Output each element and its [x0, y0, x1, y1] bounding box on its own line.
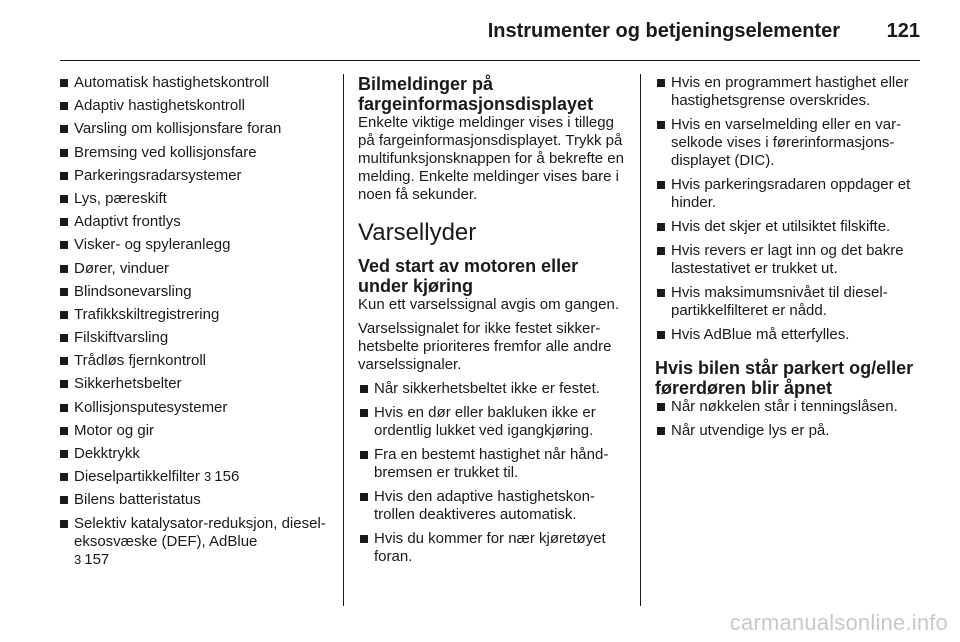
list-item: Visker- og spyleranlegg	[60, 236, 336, 254]
list-item: Hvis den adaptive hastighetskontrollen deaktiveres automatisk.	[358, 488, 630, 524]
condition-list-parked	[655, 398, 923, 440]
bullet-icon	[60, 241, 68, 249]
list-item: Lys, pæreskift	[60, 190, 336, 208]
list-item: Hvis parkeringsradaren oppdager et hinder.	[655, 176, 923, 212]
paragraph: Kun ett varselssignal avgis om gangen.	[358, 296, 619, 313]
list-item: Når nøkkelen står i tenningslåsen.	[655, 398, 923, 416]
bullet-icon	[60, 311, 68, 319]
bullet-icon	[60, 357, 68, 365]
bullet-icon	[360, 409, 368, 417]
bullet-icon	[60, 125, 68, 133]
bullet-icon	[657, 331, 665, 339]
subsection-heading-driving: Ved start av motoren eller under kjøring	[358, 256, 579, 296]
page-ref-arrow-icon: 3	[74, 551, 82, 567]
column-divider-2	[640, 74, 641, 606]
bullet-icon	[60, 79, 68, 87]
bullet-icon	[657, 289, 665, 297]
bullet-icon	[60, 172, 68, 180]
list-item: Bremsing ved kollisjonsfare	[60, 144, 336, 162]
list-item: Hvis en dør eller bakluken ikke er ordentlig lukket ved igangkjøring.	[358, 404, 630, 440]
bullet-icon	[360, 535, 368, 543]
column-3	[655, 74, 923, 446]
list-item: Bilens batteristatus	[60, 491, 336, 509]
bullet-icon	[60, 102, 68, 110]
bullet-icon	[60, 380, 68, 388]
list-item: Hvis maksimumsnivået til dieselpartikkelfilteret er nådd.	[655, 284, 923, 320]
list-item: Dekktrykk	[60, 445, 336, 463]
bullet-icon	[360, 385, 368, 393]
bullet-icon	[657, 403, 665, 411]
list-item: Kollisjonsputesystemer	[60, 399, 336, 417]
bullet-icon	[657, 121, 665, 129]
page-ref-link[interactable]: 157	[84, 550, 110, 568]
condition-list	[655, 74, 923, 344]
condition-list	[358, 380, 630, 566]
list-item: Adaptiv hastighetskontroll	[60, 97, 336, 115]
bullet-icon	[657, 427, 665, 435]
bullet-icon	[60, 218, 68, 226]
section-heading-messages: Bilmeldinger på fargeinformasjonsdisplayet	[358, 74, 594, 114]
bullet-icon	[360, 451, 368, 459]
bullet-icon	[60, 473, 68, 481]
bullet-icon	[657, 79, 665, 87]
list-item: Hvis revers er lagt inn og det bakre lastestativet er trukket ut.	[655, 242, 923, 278]
list-item: Motor og gir	[60, 422, 336, 440]
list-item: Hvis du kommer for nær kjøretøyet foran.	[358, 530, 630, 566]
bullet-icon	[60, 288, 68, 296]
bullet-icon	[657, 181, 665, 189]
list-item: Når sikkerhetsbeltet ikke er festet.	[358, 380, 630, 398]
bullet-icon	[60, 496, 68, 504]
list-item: Varsling om kollisjonsfare foran	[60, 120, 336, 138]
list-item: Filskiftvarsling	[60, 329, 336, 347]
list-item-diesel-filter: Dieselpartikkelfilter 3 156	[60, 468, 336, 486]
bullet-icon	[60, 520, 68, 528]
feature-list	[60, 74, 336, 569]
column-divider-1	[343, 74, 344, 606]
list-item: Hvis AdBlue må etterfylles.	[655, 326, 923, 344]
list-item: Fra en bestemt hastighet når håndbremsen er trukket til.	[358, 446, 630, 482]
bullet-icon	[60, 149, 68, 157]
page-ref-link[interactable]: 156	[214, 468, 240, 486]
page-ref-arrow-icon: 3	[204, 469, 212, 485]
bullet-icon	[60, 334, 68, 342]
bullet-icon	[657, 223, 665, 231]
bullet-icon	[60, 427, 68, 435]
bullet-icon	[657, 247, 665, 255]
list-item: Hvis en varselmelding eller en varselkode vises i førerinformasjonsdisplayet (DIC).	[655, 116, 923, 170]
list-item: Trafikkskiltregistrering	[60, 306, 336, 324]
list-item: Parkeringsradarsystemer	[60, 167, 336, 185]
list-item: Adaptivt frontlys	[60, 213, 336, 231]
list-item: Automatisk hastighetskontroll	[60, 74, 336, 92]
paragraph: Varselssignalet for ikke festet sikkerhetsbelte prioriteres fremfor alle andre varselssignaler.	[358, 320, 612, 373]
column-1	[60, 74, 336, 574]
subsection-heading-parked: Hvis bilen står parkert og/eller førerdøren blir åpnet	[655, 358, 914, 398]
list-item-catalyst: Selektiv katalysator-reduksjon, diesel-eksosvæske (DEF), AdBlue 3 157	[60, 515, 336, 569]
bullet-icon	[60, 450, 68, 458]
page-number: 121	[886, 20, 920, 42]
list-item: Trådløs fjernkontroll	[60, 352, 336, 370]
watermark: carmanualsonline.info	[729, 610, 948, 635]
paragraph: Enkelte viktige meldinger vises i tillegg på fargeinformasjonsdisplayet. Trykk på multifunksjonsknappen for å bekrefte en melding. Enkelte meldinger vises bare i noen få sekunder.	[358, 114, 624, 203]
list-item: Hvis en programmert hastighet eller hastighetsgrense overskrides.	[655, 74, 923, 110]
page-title: Instrumenter og betjeningselementer	[487, 20, 840, 42]
bullet-icon	[60, 195, 68, 203]
list-item: Sikkerhetsbelter	[60, 375, 336, 393]
page-header	[60, 0, 920, 61]
column-2	[358, 74, 630, 572]
bullet-icon	[60, 265, 68, 273]
list-item: Blindsonevarsling	[60, 283, 336, 301]
list-item: Hvis det skjer et utilsiktet filskifte.	[655, 218, 923, 236]
bullet-icon	[360, 493, 368, 501]
section-title-warning-sounds: Varsellyder	[358, 219, 477, 246]
list-item: Når utvendige lys er på.	[655, 422, 923, 440]
bullet-icon	[60, 404, 68, 412]
list-item: Dører, vinduer	[60, 260, 336, 278]
